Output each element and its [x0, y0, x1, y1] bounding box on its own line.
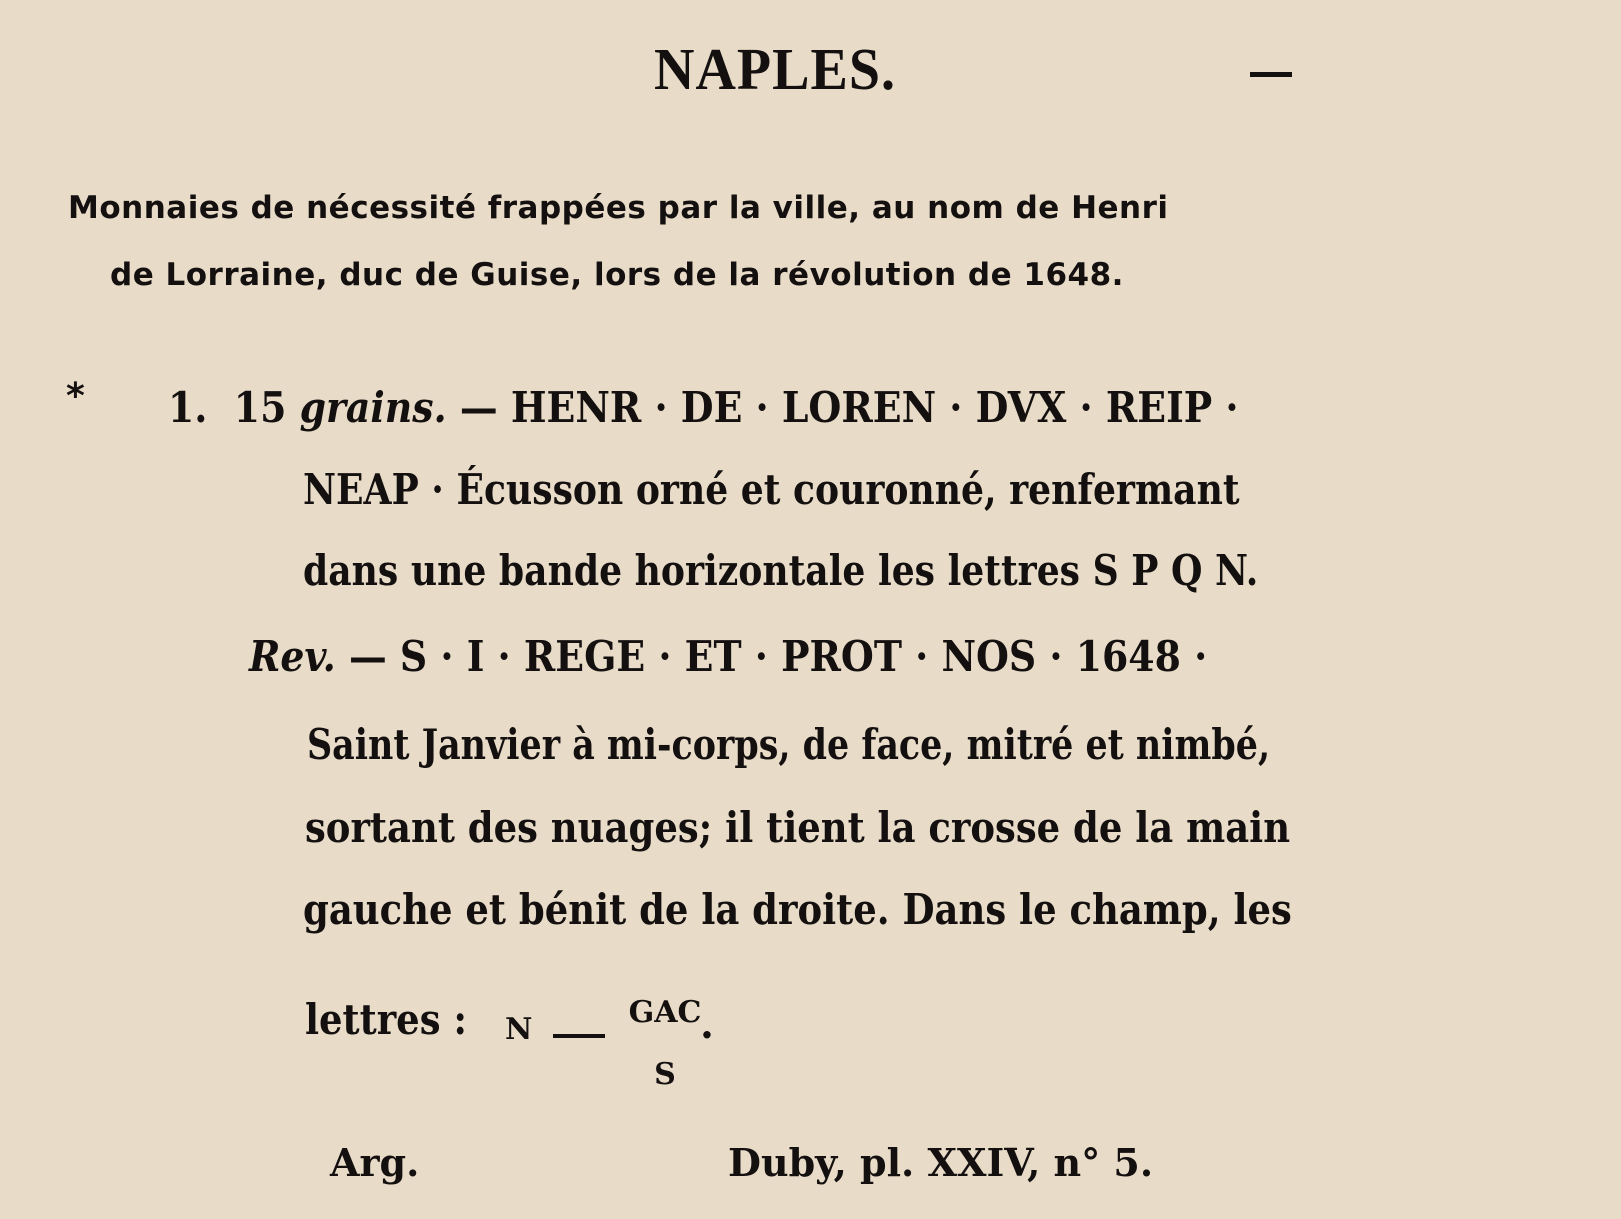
denomination-unit: grains.	[299, 383, 447, 432]
entry-line-6	[305, 803, 1424, 852]
page-title: NAPLES.	[654, 37, 896, 103]
field-letter-left: N	[505, 1012, 533, 1047]
subtitle-line-2: de Lorraine, duc de Guise, lors de la révolution de 1648.	[110, 257, 1124, 293]
reverse-description-2: sortant des nuages; il tient la crosse de la main	[305, 803, 1291, 852]
fraction-bottom: S	[654, 1057, 676, 1092]
field-fraction	[620, 982, 710, 1106]
denomination-value: 15	[233, 383, 287, 432]
reverse-legend: — S · I · REGE · ET · PROT · NOS · 1648 ·	[348, 632, 1208, 681]
subtitle-line-1: Monnaies de nécessité frappées par la ville, au nom de Henri	[68, 190, 1169, 226]
reverse-label: Rev.	[249, 632, 336, 681]
entry-line-3	[303, 546, 1414, 595]
entry-number: 1.	[168, 383, 208, 432]
reverse-description-1: Saint Janvier à mi-corps, de face, mitré et nimbé,	[307, 720, 1271, 769]
entry-line-5	[307, 720, 1467, 769]
obverse-description-1: NEAP · Écusson orné et couronné, renfermant	[303, 465, 1240, 514]
obverse-description-2: dans une bande horizontale les lettres S P Q N.	[303, 546, 1259, 595]
entry-line-2	[303, 465, 1392, 514]
reverse-description-4: lettres :	[305, 995, 468, 1044]
reverse-description-3: gauche et bénit de la droite. Dans le champ, les	[303, 885, 1292, 934]
metal-label: Arg.	[330, 1140, 420, 1185]
field-end-period: .	[700, 1001, 714, 1048]
corner-dash-mark	[1250, 72, 1292, 77]
obverse-legend: — HENR · DE · LOREN · DVX · REIP ·	[459, 383, 1239, 432]
entry-line-7	[303, 885, 1427, 934]
entry-line-4	[249, 632, 1314, 681]
entry-line-1	[168, 383, 1357, 432]
catalog-reference: Duby, pl. XXIV, n° 5.	[728, 1140, 1154, 1185]
field-dash	[553, 1034, 605, 1038]
entry-line-8	[305, 995, 489, 1044]
entry-marker: *	[66, 376, 85, 417]
fraction-top: GAC	[628, 995, 702, 1030]
